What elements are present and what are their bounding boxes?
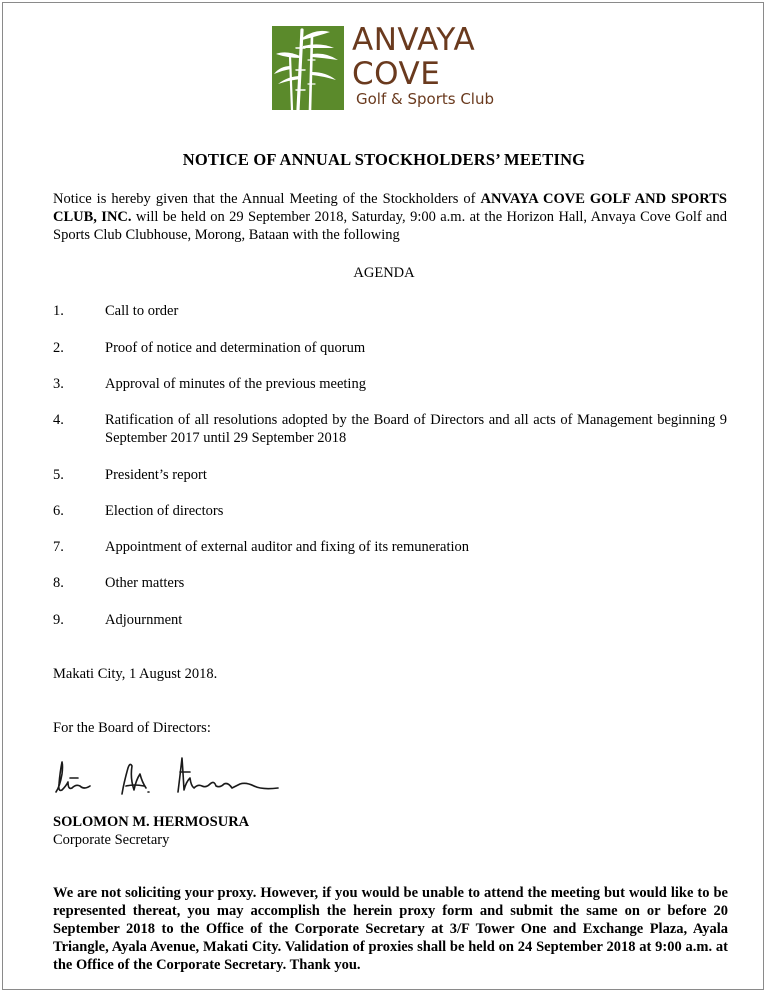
place-date: Makati City, 1 August 2018. xyxy=(53,666,218,682)
proxy-notice: We are not soliciting your proxy. However, if you would be unable to attend the meeting but would like to be represented thereat, you may accomplish the herein proxy form and submit the same on or before 20 September 2018 to the Office of the Corporate Secretary at 3/F Tower One and Exchange Plaza, Ayala Triangle, Ayala Avenue, Makati City. Validation of proxies shall be held on 24 September 2018 at 9:00 a.m. at the Office of the Corporate Secretary. Thank you. xyxy=(53,885,728,973)
company-name: ANVAYA COVE GOLF AND SPORTS CLUB, INC. xyxy=(53,191,727,225)
agenda-number: 6. xyxy=(53,503,64,519)
handwritten-signature xyxy=(50,752,280,808)
agenda-text: Other matters xyxy=(105,575,185,591)
agenda-number: 4. xyxy=(53,412,64,428)
logo-text-cove: COVE xyxy=(352,56,441,92)
agenda-number: 9. xyxy=(53,612,64,628)
agenda-text: Call to order xyxy=(105,303,179,319)
for-board-line: For the Board of Directors: xyxy=(53,720,211,736)
intro-text-2: will be held on 29 September 2018, Saturday, 9:00 a.m. at the Horizon Hall, Anvaya Cove Golf and Sports Club Clubhouse, Morong, Bataan with the following xyxy=(53,209,727,243)
agenda-number: 7. xyxy=(53,539,64,555)
agenda-number: 8. xyxy=(53,575,64,591)
agenda-heading: AGENDA xyxy=(353,265,415,281)
agenda-number: 1. xyxy=(53,303,64,319)
agenda-text: Ratification of all resolutions adopted by the Board of Directors and all acts of Management beginning 9 September 2017 until 29 September 2018 xyxy=(105,412,727,446)
bamboo-logo-icon xyxy=(272,26,344,110)
agenda-text: Proof of notice and determination of quorum xyxy=(105,340,366,356)
agenda-text: Appointment of external auditor and fixing of its remuneration xyxy=(105,539,470,555)
agenda-number: 3. xyxy=(53,376,64,392)
signer-title: Corporate Secretary xyxy=(53,832,170,848)
agenda-text: Adjournment xyxy=(105,612,183,628)
agenda-text: President’s report xyxy=(105,467,207,483)
agenda-number: 5. xyxy=(53,467,64,483)
signer-name: SOLOMON M. HERMOSURA xyxy=(53,814,250,830)
intro-paragraph xyxy=(53,190,727,244)
agenda-text: Approval of minutes of the previous meeting xyxy=(105,376,366,392)
logo-text-golf-sports-club: Golf & Sports Club xyxy=(356,90,495,108)
notice-title: NOTICE OF ANNUAL STOCKHOLDERS’ MEETING xyxy=(182,150,586,169)
club-logo xyxy=(272,24,504,112)
agenda-number: 2. xyxy=(53,340,64,356)
agenda-text: Election of directors xyxy=(105,503,224,519)
logo-text-anvaya: ANVAYA xyxy=(352,22,476,58)
intro-text-1: Notice is hereby given that the Annual Meeting of the Stockholders of xyxy=(53,191,481,207)
